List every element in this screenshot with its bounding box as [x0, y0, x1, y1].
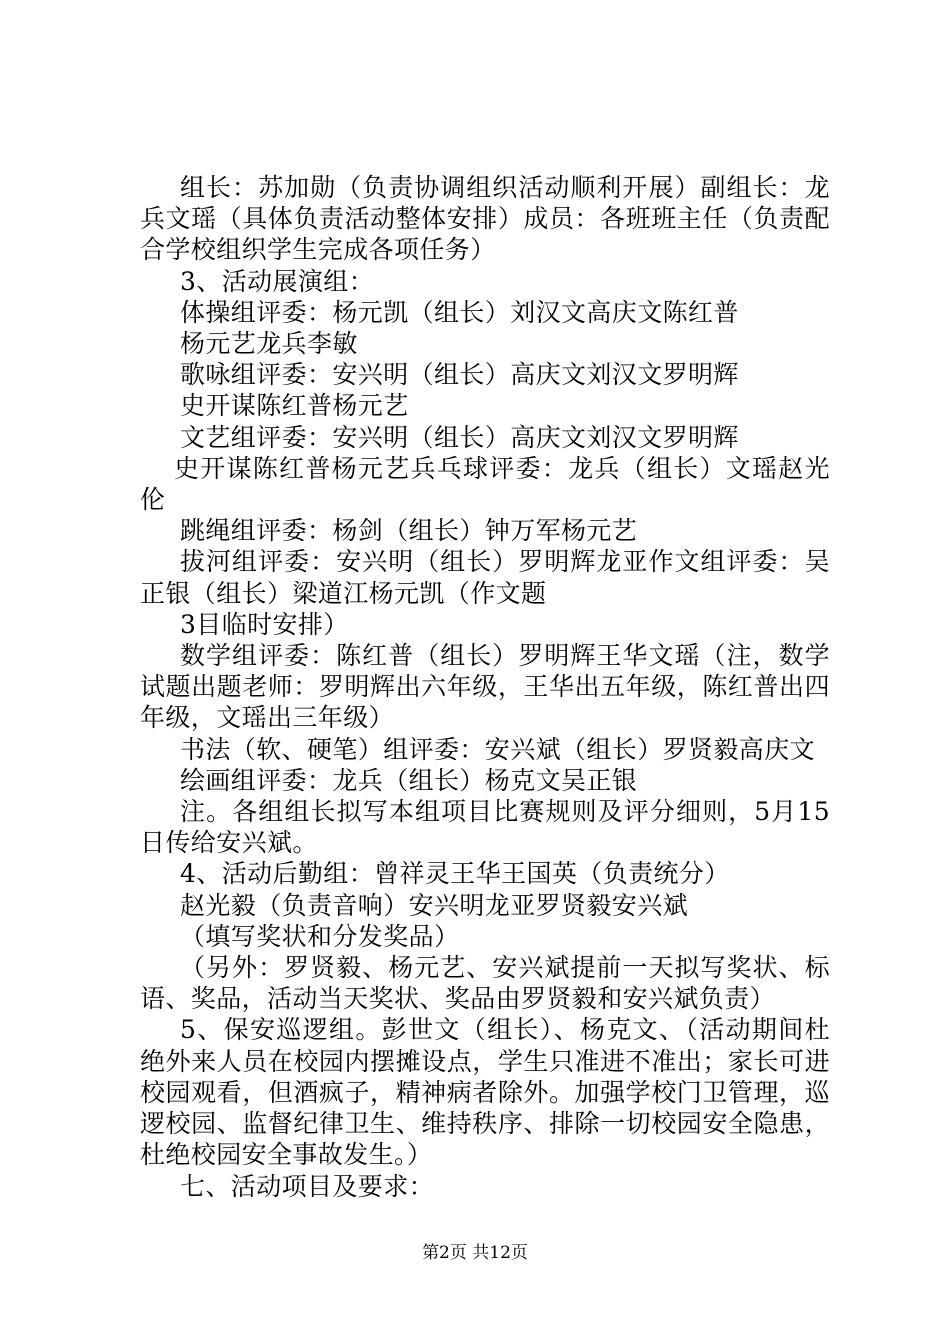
page-footer: 第2页 共12页 — [422, 1243, 528, 1263]
paragraph-tug-of-war-essay-judges: 拔河组评委：安兴明（组长）罗明辉龙亚作文组评委：吴正银（组长）梁道江杨元凯（作文题 — [140, 547, 830, 608]
paragraph-drawing-judges: 绘画组评委：龙兵（组长）杨克文吴正银 — [180, 765, 638, 795]
paragraph-gymnastics-judges-cont: 杨元艺龙兵李敏 — [180, 329, 358, 359]
paragraph-security-patrol: 5、保安巡逻组。彭世文（组长）、杨克文、（活动期间杜绝外来人员在校园内摆摊设点，学生只准进不准出；家长可进校园观看，但酒疯子，精神病者除外。加强学校门卫管理，巡逻校园、监督纪律卫生、维持秩序、排除一切校园安全隐患，杜绝校园安全事故发生。） — [140, 1015, 830, 1170]
paragraph-math-judges: 数学组评委：陈红普（组长）罗明辉王华文瑶（注，数学试题出题老师：罗明辉出六年级，王华出五年级，陈红普出四年级，文瑶出三年级） — [140, 641, 830, 733]
paragraph-leadership: 组长：苏加勋（负责协调组织活动顺利开展）副组长：龙兵文瑶（具体负责活动整体安排）成员：各班班主任（负责配合学校组织学生完成各项任务） — [140, 173, 830, 265]
paragraph-logistics-certificates: （填写奖状和分发奖品） — [180, 921, 460, 951]
paragraph-gymnastics-judges: 体操组评委：杨元凯（组长）刘汉文高庆文陈红普 — [180, 297, 739, 327]
paragraph-arts-judges: 文艺组评委：安兴明（组长）高庆文刘汉文罗明辉 — [180, 422, 739, 452]
paragraph-logistics-extra: （另外：罗贤毅、杨元艺、安兴斌提前一天拟写奖状、标语、奖品，活动当天奖状、奖品由罗贤毅和安兴斌负责） — [140, 953, 830, 1014]
paragraph-activity-items-heading: 七、活动项目及要求： — [180, 1171, 435, 1201]
document-body — [140, 172, 830, 1202]
paragraph-essay-topic-note: 3目临时安排） — [180, 609, 349, 639]
paragraph-singing-judges-cont: 史开谋陈红普杨元艺 — [180, 391, 409, 421]
paragraph-calligraphy-judges: 书法（软、硬笔）组评委：安兴斌（组长）罗贤毅高庆文 — [180, 734, 816, 764]
paragraph-rope-skipping-judges: 跳绳组评委：杨剑（组长）钟万军杨元艺 — [180, 516, 638, 546]
paragraph-rules-note: 注。各组组长拟写本组项目比赛规则及评分细则，5月15日传给安兴斌。 — [140, 797, 830, 858]
paragraph-performance-group-heading: 3、活动展演组： — [180, 266, 375, 296]
paragraph-singing-judges: 歌咏组评委：安兴明（组长）高庆文刘汉文罗明辉 — [180, 360, 739, 390]
paragraph-logistics-members: 赵光毅（负责音响）安兴明龙亚罗贤毅安兴斌 — [180, 890, 689, 920]
paragraph-arts-pingpong-judges: 史开谋陈红普杨元艺兵乓球评委：龙兵（组长）文瑶赵光伦 — [140, 453, 830, 515]
paragraph-logistics-group: 4、活动后勤组：曾祥灵王华王国英（负责统分） — [180, 859, 730, 889]
